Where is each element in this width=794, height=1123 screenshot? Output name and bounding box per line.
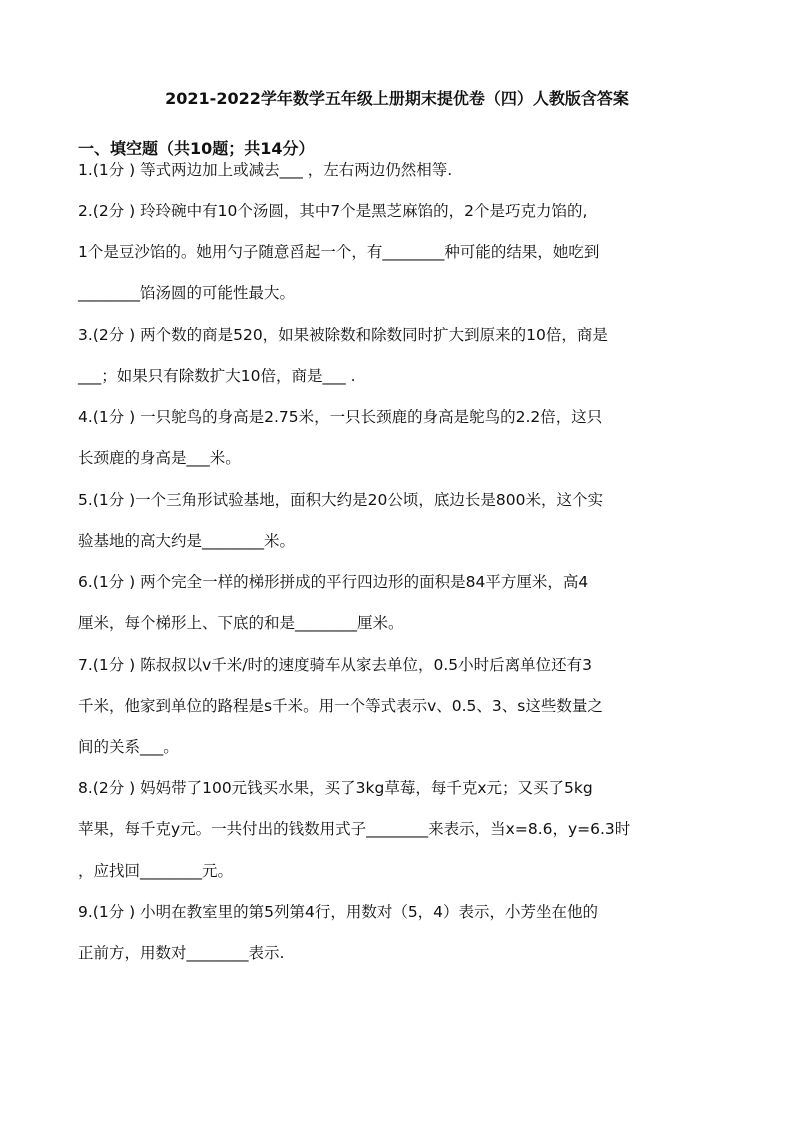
question-8-line-3: ，应找回________元。 — [78, 862, 234, 880]
question-6-line-2: 厘米，每个梯形上、下底的和是________厘米。 — [78, 614, 404, 632]
question-4-line-2: 长颈鹿的身高是___米。 — [78, 449, 241, 467]
question-7-line-1: 7.(1分 ) 陈叔叔以v千米/时的速度骑车从家去单位，0.5小时后离单位还有3 — [78, 656, 593, 674]
question-5-line-1: 5.(1分 )一个三角形试验基地，面积大约是20公顷，底边长是800米，这个实 — [78, 491, 603, 509]
question-2-line-3: ________馅汤圆的可能性最大。 — [78, 284, 296, 302]
question-2-line-2: 1个是豆沙馅的。她用勺子随意舀起一个，有________种可能的结果，她吃到 — [78, 243, 600, 261]
question-1-line-1: 1.(1分 ) 等式两边加上或减去___ ，左右两边仍然相等. — [78, 161, 453, 179]
question-8-line-1: 8.(2分 ) 妈妈带了100元钱买水果，买了3kg草莓，每千克x元；又买了5kg — [78, 779, 593, 797]
question-9-line-1: 9.(1分 ) 小明在教室里的第5列第4行，用数对（5，4）表示，小芳坐在他的 — [78, 903, 599, 921]
question-7-line-3: 间的关系___。 — [78, 738, 179, 756]
question-8-line-2: 苹果，每千克y元。一共付出的钱数用式子________来表示，当x=8.6，y=6.3时 — [78, 820, 631, 838]
question-7-line-2: 千米，他家到单位的路程是s千米。用一个等式表示v、0.5、3、s这些数量之 — [78, 697, 603, 715]
question-9-line-2: 正前方，用数对________表示. — [78, 944, 285, 962]
question-2-line-1: 2.(2分 ) 玲玲碗中有10个汤圆，其中7个是黑芝麻馅的，2个是巧克力馅的, — [78, 202, 588, 220]
question-5-line-2: 验基地的高大约是________米。 — [78, 532, 296, 550]
question-6-line-1: 6.(1分 ) 两个完全一样的梯形拼成的平行四边形的面积是84平方厘米，高4 — [78, 573, 589, 591]
document-title: 2021-2022学年数学五年级上册期末提优卷（四）人教版含答案 — [165, 89, 629, 108]
section-heading: 一、填空题（共10题；共14分） — [78, 139, 315, 158]
question-3-line-1: 3.(2分 ) 两个数的商是520，如果被除数和除数同时扩大到原来的10倍，商是 — [78, 326, 608, 344]
question-3-line-2: ___；如果只有除数扩大10倍，商是___ . — [78, 367, 356, 385]
question-4-line-1: 4.(1分 ) 一只鸵鸟的身高是2.75米，一只长颈鹿的身高是鸵鸟的2.2倍，这只 — [78, 408, 603, 426]
